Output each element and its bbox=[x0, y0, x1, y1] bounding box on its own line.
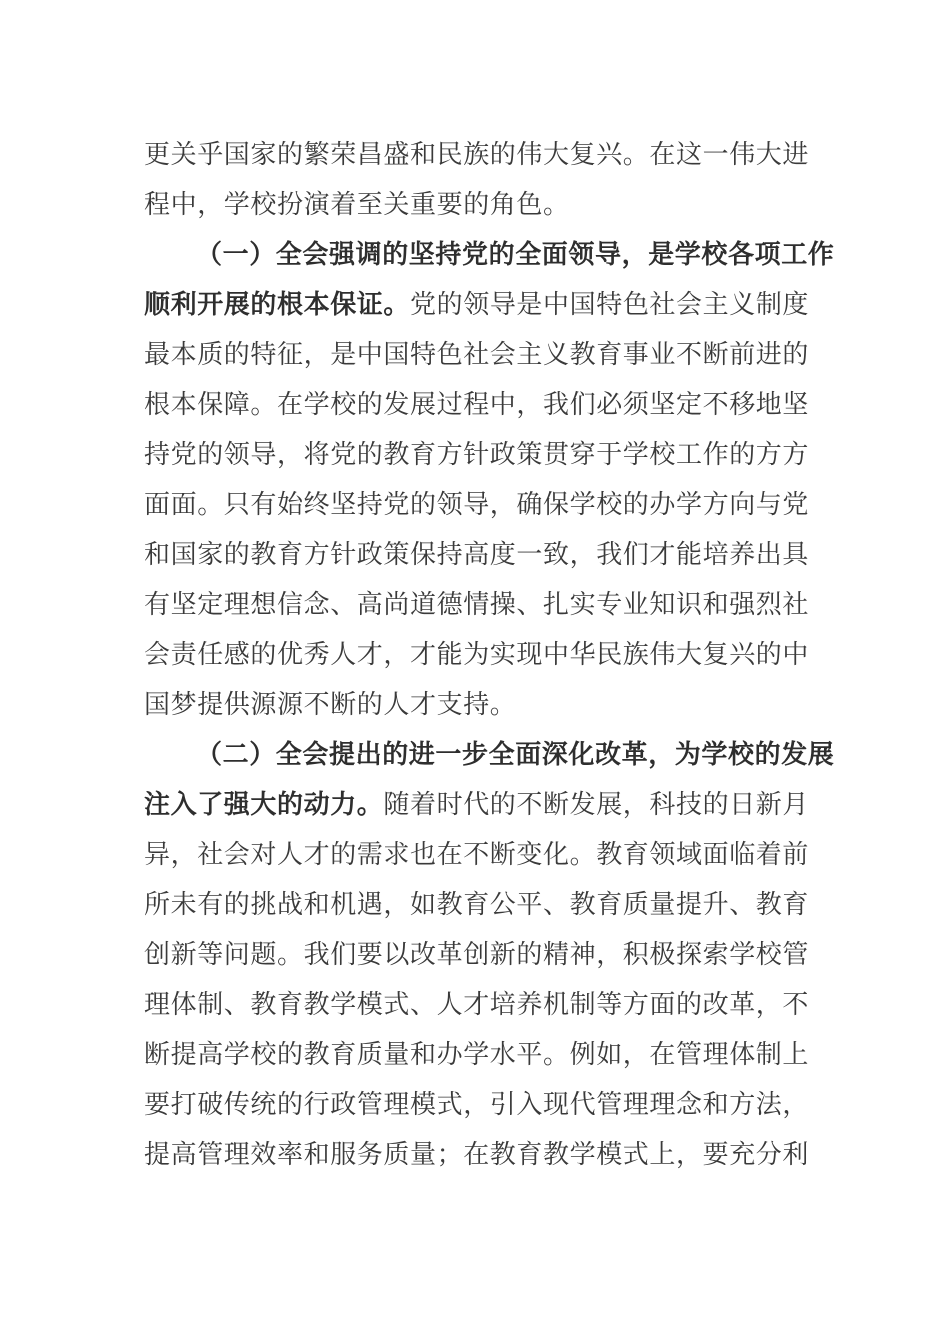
text-line bbox=[144, 930, 808, 980]
bold-heading-text: 顺利开展的根本保证。 bbox=[144, 290, 411, 320]
body-text: 程中，学校扮演着至关重要的角色。 bbox=[144, 190, 570, 220]
text-line bbox=[144, 780, 808, 830]
text-line bbox=[144, 980, 808, 1030]
text-line bbox=[144, 130, 808, 180]
text-line bbox=[144, 530, 808, 580]
text-line bbox=[144, 180, 808, 230]
body-text: 理体制、教育教学模式、人才培养机制等方面的改革，不 bbox=[144, 990, 810, 1020]
bold-heading-text: （一）全会强调的坚持党的全面领导，是学校各项工作 bbox=[196, 240, 835, 270]
text-line bbox=[144, 580, 808, 630]
body-text: 更关乎国家的繁荣昌盛和民族的伟大复兴。在这一伟大进 bbox=[144, 140, 810, 170]
text-line bbox=[144, 630, 808, 680]
text-line bbox=[144, 830, 808, 880]
text-line bbox=[144, 480, 808, 530]
body-text: 和国家的教育方针政策保持高度一致，我们才能培养出具 bbox=[144, 540, 810, 570]
body-text: 有坚定理想信念、高尚道德情操、扎实专业知识和强烈社 bbox=[144, 590, 810, 620]
body-text: 创新等问题。我们要以改革创新的精神，积极探索学校管 bbox=[144, 940, 810, 970]
body-text: 最本质的特征，是中国特色社会主义教育事业不断前进的 bbox=[144, 340, 810, 370]
document-body bbox=[144, 130, 835, 1180]
text-line bbox=[144, 280, 808, 330]
body-text: 断提高学校的教育质量和办学水平。例如，在管理体制上 bbox=[144, 1040, 810, 1070]
text-line bbox=[144, 680, 808, 730]
body-text: 持党的领导，将党的教育方针政策贯穿于学校工作的方方 bbox=[144, 440, 810, 470]
body-text: 党的领导是中国特色社会主义制度 bbox=[410, 290, 810, 320]
body-text: 国梦提供源源不断的人才支持。 bbox=[144, 690, 517, 720]
body-text: 面面。只有始终坚持党的领导，确保学校的办学方向与党 bbox=[144, 490, 810, 520]
bold-heading-text: 注入了强大的动力。 bbox=[144, 790, 384, 820]
body-text: 提高管理效率和服务质量；在教育教学模式上，要充分利 bbox=[144, 1140, 810, 1170]
text-line bbox=[144, 730, 835, 780]
text-line bbox=[144, 1030, 808, 1080]
body-text: 要打破传统的行政管理模式，引入现代管理理念和方法， bbox=[144, 1090, 810, 1120]
text-line bbox=[144, 880, 808, 930]
body-text: 会责任感的优秀人才，才能为实现中华民族伟大复兴的中 bbox=[144, 640, 810, 670]
text-line bbox=[144, 380, 808, 430]
text-line bbox=[144, 230, 835, 280]
body-text: 异，社会对人才的需求也在不断变化。教育领域面临着前 bbox=[144, 840, 810, 870]
text-line bbox=[144, 430, 808, 480]
body-text: 随着时代的不断发展，科技的日新月 bbox=[383, 790, 810, 820]
text-line bbox=[144, 1130, 808, 1180]
text-line bbox=[144, 1080, 808, 1130]
body-text: 根本保障。在学校的发展过程中，我们必须坚定不移地坚 bbox=[144, 390, 810, 420]
body-text: 所未有的挑战和机遇，如教育公平、教育质量提升、教育 bbox=[144, 890, 810, 920]
text-line bbox=[144, 330, 808, 380]
bold-heading-text: （二）全会提出的进一步全面深化改革，为学校的发展 bbox=[196, 740, 835, 770]
